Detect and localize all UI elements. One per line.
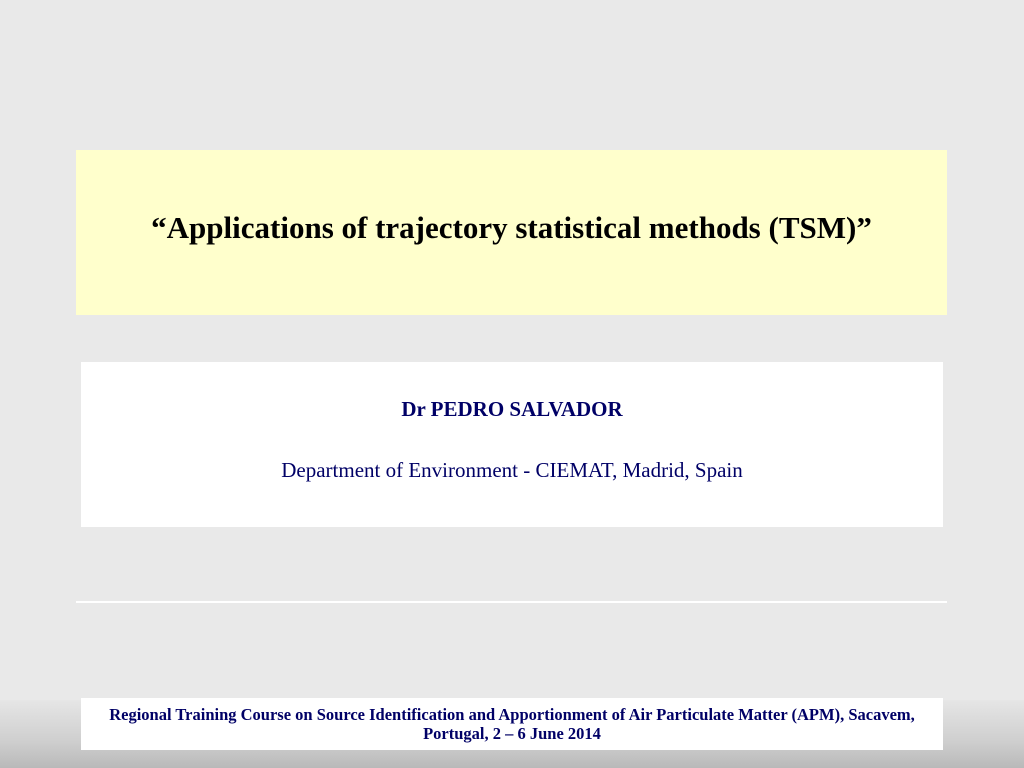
author-box bbox=[81, 362, 943, 527]
footer-text: Regional Training Course on Source Identification and Apportionment of Air Particulate Matter (APM), Sacavem, Portugal, 2 – 6 June 2014 bbox=[109, 705, 915, 743]
slide-title: “Applications of trajectory statistical methods (TSM)” bbox=[151, 209, 872, 245]
footer-box bbox=[81, 698, 943, 750]
divider-line bbox=[76, 601, 947, 603]
author-name: Dr PEDRO SALVADOR bbox=[401, 397, 623, 421]
title-box bbox=[76, 150, 947, 315]
author-department: Department of Environment - CIEMAT, Madrid, Spain bbox=[281, 458, 743, 482]
